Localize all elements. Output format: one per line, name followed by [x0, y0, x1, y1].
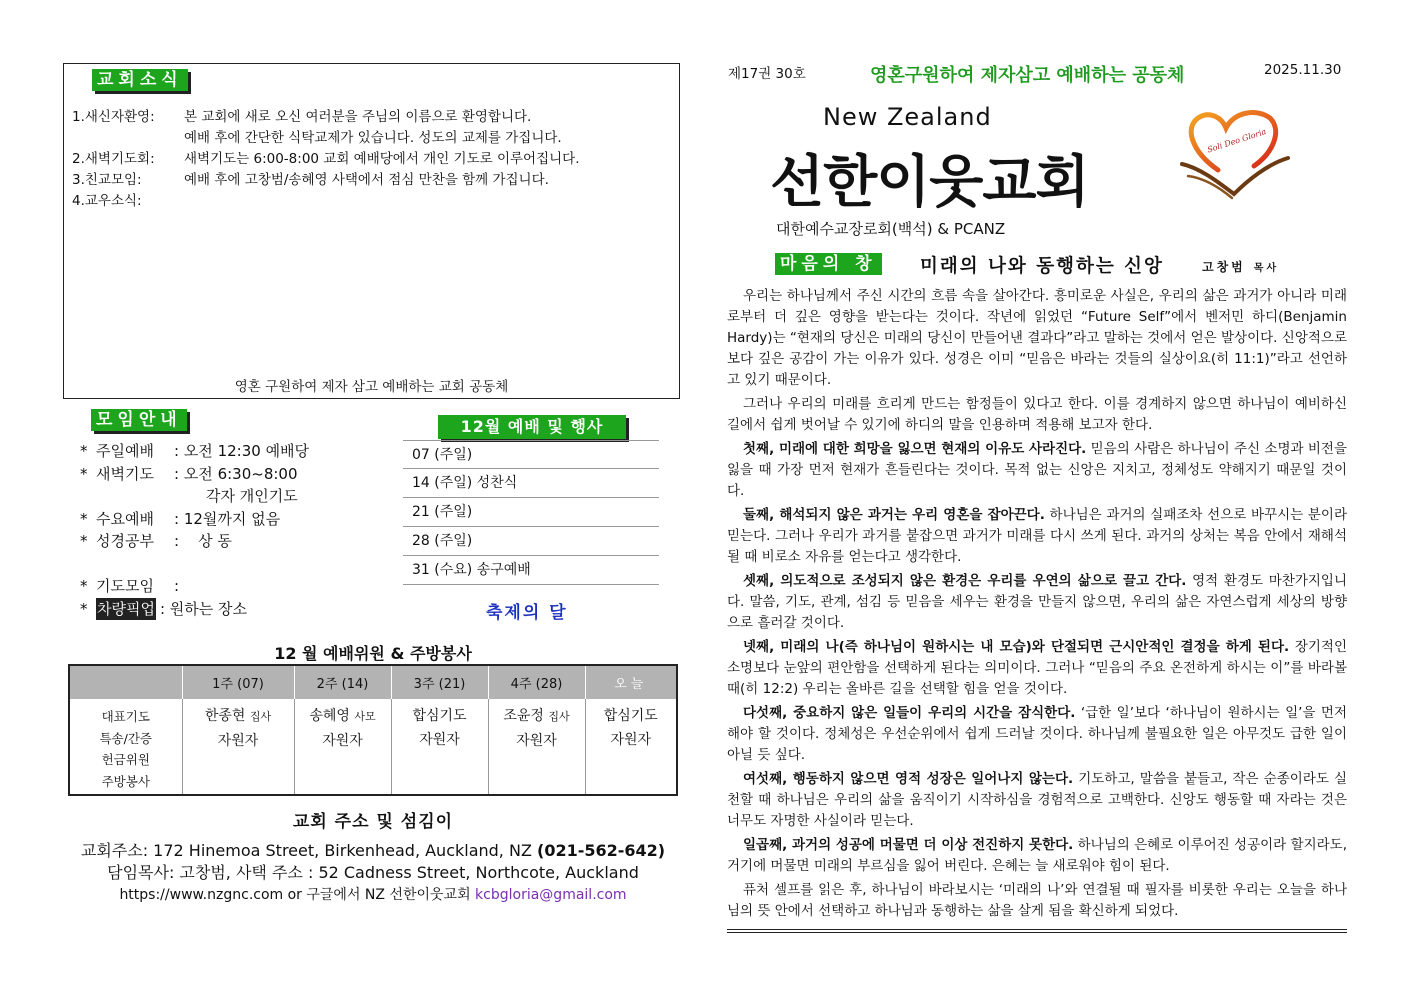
- event-row: 21 (주일): [403, 498, 659, 527]
- heart-hands-icon: [1178, 106, 1290, 200]
- issue-date: 2025.11.30: [1264, 62, 1342, 78]
- duty-roles: 대표기도 특송/간증 헌금위원 주방봉사: [69, 699, 182, 795]
- article-paragraph: 넷째, 미래의 나(즉 하나님이 원하시는 내 모습)와 단절되면 근시안적인 결정을 하게 된다. 장기적인 소명보다 눈앞의 편안함을 선택하게 된다는 의미이다. 그러나 “믿음의 주요 온전하게 하시는 이”를 바라볼 때(히 12:2) 우리는 올바른 길을 선택할 힘을 얻을 것이다.: [727, 639, 1347, 697]
- address-block: [68, 840, 678, 906]
- article-paragraph: 일곱째, 과거의 성공에 머물면 더 이상 전진하지 못한다. 하나님의 은혜로 이루어진 성공이라 할지라도, 거기에 머물면 미래의 부르심을 잃어 버린다. 은혜는 늘 새로워야 힘이 된다.: [727, 837, 1347, 874]
- duty-header: 3주 (21): [391, 665, 488, 699]
- duty-cell: 합심기도 자원자: [391, 699, 488, 795]
- december-title: 12월 예배 및 행사: [438, 415, 626, 439]
- meeting-item: * 주일예배 : 오전 12:30 예배당: [80, 442, 310, 460]
- duty-header: [69, 665, 182, 699]
- article-paragraph: 여섯째, 행동하지 않으면 영적 성장은 일어나지 않는다. 기도하고, 말씀을 붙들고, 작은 순종이라도 실천할 때 하나님은 우리의 삶을 움직이기 시작하심을 경험적으로 고백한다. 신앙도 행동할 때 자라는 것은 너무도 자명한 사실이라 믿는다.: [727, 771, 1347, 829]
- meetings-title: 모임안내: [91, 409, 187, 431]
- event-row: 31 (수요) 송구예배: [403, 556, 659, 585]
- duty-header: 오늘: [585, 665, 677, 699]
- church-name: 선한이웃교회: [770, 150, 1089, 215]
- news-title: 교회소식: [92, 69, 188, 91]
- motto: 영혼구원하여 제자삼고 예배하는 공동체: [870, 65, 1185, 86]
- news-item: 1.새신자환영: 본 교회에 새로 오신 여러분을 주님의 이름으로 환영합니다.: [72, 109, 532, 125]
- address-title: 교회 주소 및 섬김이: [292, 812, 454, 832]
- meeting-spacer: [80, 553, 309, 576]
- news-list: [72, 107, 672, 212]
- event-row: 14 (주일) 성찬식: [403, 469, 659, 498]
- email-link[interactable]: kcbgloria@gmail.com: [475, 887, 627, 903]
- duty-cell: 한종현 집사 자원자: [182, 699, 294, 795]
- pastor-line: 담임목사: 고창범, 사택 주소 : 52 Cadness Street, Northcote, Auckland: [107, 863, 639, 882]
- bottom-double-rule: [727, 929, 1347, 933]
- article-tag: 마음의 창: [775, 253, 882, 275]
- duty-header-row: [69, 665, 677, 699]
- article-author: 고창범 목사: [1202, 260, 1280, 274]
- church-news-box: [63, 63, 680, 399]
- news-item: 2.새벽기도회: 새벽기도는 6:00-8:00 교회 예배당에서 개인 기도로 이루어집니다.: [72, 151, 580, 167]
- article-paragraph: 퓨처 셀프를 읽은 후, 하나님이 바라보시는 ‘미래의 나’와 연결될 때 필자를 비롯한 우리는 오늘을 하나님의 뜻 안에서 선택하고 하나님과 동행하는 삶을 살게 됨을 확신하게 되었다.: [727, 882, 1347, 919]
- duty-row: [69, 699, 677, 795]
- news-footer: 영혼 구원하여 제자 삼고 예배하는 교회 공동체: [234, 379, 509, 395]
- article-paragraph: 그러나 우리의 미래를 흐리게 만드는 함정들이 있다고 한다. 이를 경계하지 않으면 하나님이 예비하신 길에서 쉽게 벗어날 수 있기에 하디의 말을 인용하며 적용해 보고자 한다.: [727, 396, 1347, 433]
- article-paragraph: 둘째, 해석되지 않은 과거는 우리 영혼을 잡아끈다. 하나님은 과거의 실패조차 선으로 바꾸시는 분이라 믿는다. 그러나 우리가 과거를 붙잡으면 과거가 미래를 다시 쓰게 된다. 과거의 상처는 복음 안에서 재해석될 때 비로소 자유를 얻는다고 생각한다.: [727, 507, 1348, 565]
- article-paragraph: 첫째, 미래에 대한 희망을 잃으면 현재의 이유도 사라진다. 믿음의 사람은 하나님이 주신 소명과 비전을 잃을 때 가장 먼저 현재가 흔들린다는 것이다. 목적 없는 신앙은 지치고, 정체성도 약해지기 때문일 것이다.: [727, 441, 1347, 499]
- article-title: 미래의 나와 동행하는 신앙: [920, 256, 1164, 277]
- meeting-item: * 수요예배 : 12월까지 없음: [80, 509, 281, 528]
- article-body: [727, 286, 1347, 925]
- meeting-item: * 차량픽업 : 원하는 장소: [80, 598, 309, 621]
- duty-cell: 합심기도 자원자: [603, 708, 658, 748]
- phone-number: (021-562-642): [537, 841, 666, 860]
- denomination: 대한예수교장로회(백석) & PCANZ: [776, 220, 1006, 238]
- article-paragraph: 셋째, 의도적으로 조성되지 않은 환경은 우리를 우연의 삶으로 끌고 간다. 영적 환경도 마찬가지입니다. 말씀, 기도, 관계, 섬김 등 믿음을 세우는 환경을 만들지 않으면, 우리의 삶은 자연스럽게 세상의 방향으로 흘러갈 것이다.: [727, 573, 1347, 631]
- duty-header: 4주 (28): [488, 665, 585, 699]
- meeting-item: * 새벽기도 : 오전 6:30~8:00: [80, 464, 298, 483]
- web-line: https://www.nzgnc.com or 구글에서 NZ 선한이웃교회 kcbgloria@gmail.com: [119, 887, 627, 903]
- news-item: 3.친교모임: 예배 후에 고창범/송혜영 사택에서 점심 만찬을 함께 가집니다.: [72, 172, 549, 188]
- duty-cell: 송혜영 사모 자원자: [294, 699, 391, 795]
- volume-number: 제17권 30호: [728, 66, 806, 82]
- meetings-list: [80, 440, 309, 620]
- article-paragraph: 다섯째, 중요하지 않은 일들이 우리의 시간을 잠식한다. ‘급한 일’보다 ‘하나님이 원하시는 일’을 먼저 해야 할 것이다. 정체성은 우선순위에서 쉽게 드러날 것이다. 하나님께 불필요한 일은 아무것도 급한 일이 아닐 듯 싶다.: [727, 705, 1347, 763]
- duty-table: [68, 664, 678, 796]
- meeting-item: * 기도모임 :: [80, 577, 180, 595]
- logo-text: Soli Deo Gloria: [1206, 126, 1268, 155]
- country-label: New Zealand: [823, 103, 992, 131]
- duty-header: 2주 (14): [294, 665, 391, 699]
- news-item: 4.교우소식:: [72, 193, 142, 209]
- december-events: [403, 440, 659, 585]
- duty-title: 12 월 예배위원 & 주방봉사: [274, 644, 472, 663]
- event-row: 28 (주일): [403, 527, 659, 556]
- meeting-item: 각자 개인기도: [206, 487, 298, 505]
- festival-label: 축제의 달: [486, 603, 568, 623]
- address-line: 교회주소: 172 Hinemoa Street, Birkenhead, Auckland, NZ (021-562-642): [80, 841, 666, 860]
- duty-cell: 조윤정 집사 자원자: [488, 699, 585, 795]
- meeting-item: * 성경공부 : 상 동: [80, 532, 232, 550]
- duty-header: 1주 (07): [182, 665, 294, 699]
- event-row: 07 (주일): [403, 440, 659, 469]
- article-paragraph: 우리는 하나님께서 주신 시간의 흐름 속을 살아간다. 흥미로운 사실은, 우리의 삶은 과거가 아니라 미래로부터 더 깊은 영향을 받는다는 것이다. 작년에 읽었던 “Future Self”에서 벤저민 하디(Benjamin Hardy)는 “현재의 당신은 미래의 당신이 만들어낸 결과다”라고 말하는 것에서 얻은 발상이다. 신앙적으로 보다 깊은 공감이 가는 이유가 있다. 성경은 이미 “믿음은 바라는 것들의 실상이요(히 11:1)”라고 선언하고 있기 때문이다.: [727, 288, 1347, 388]
- news-item: 예배 후에 간단한 식탁교제가 있습니다. 성도의 교제를 가집니다.: [184, 130, 562, 146]
